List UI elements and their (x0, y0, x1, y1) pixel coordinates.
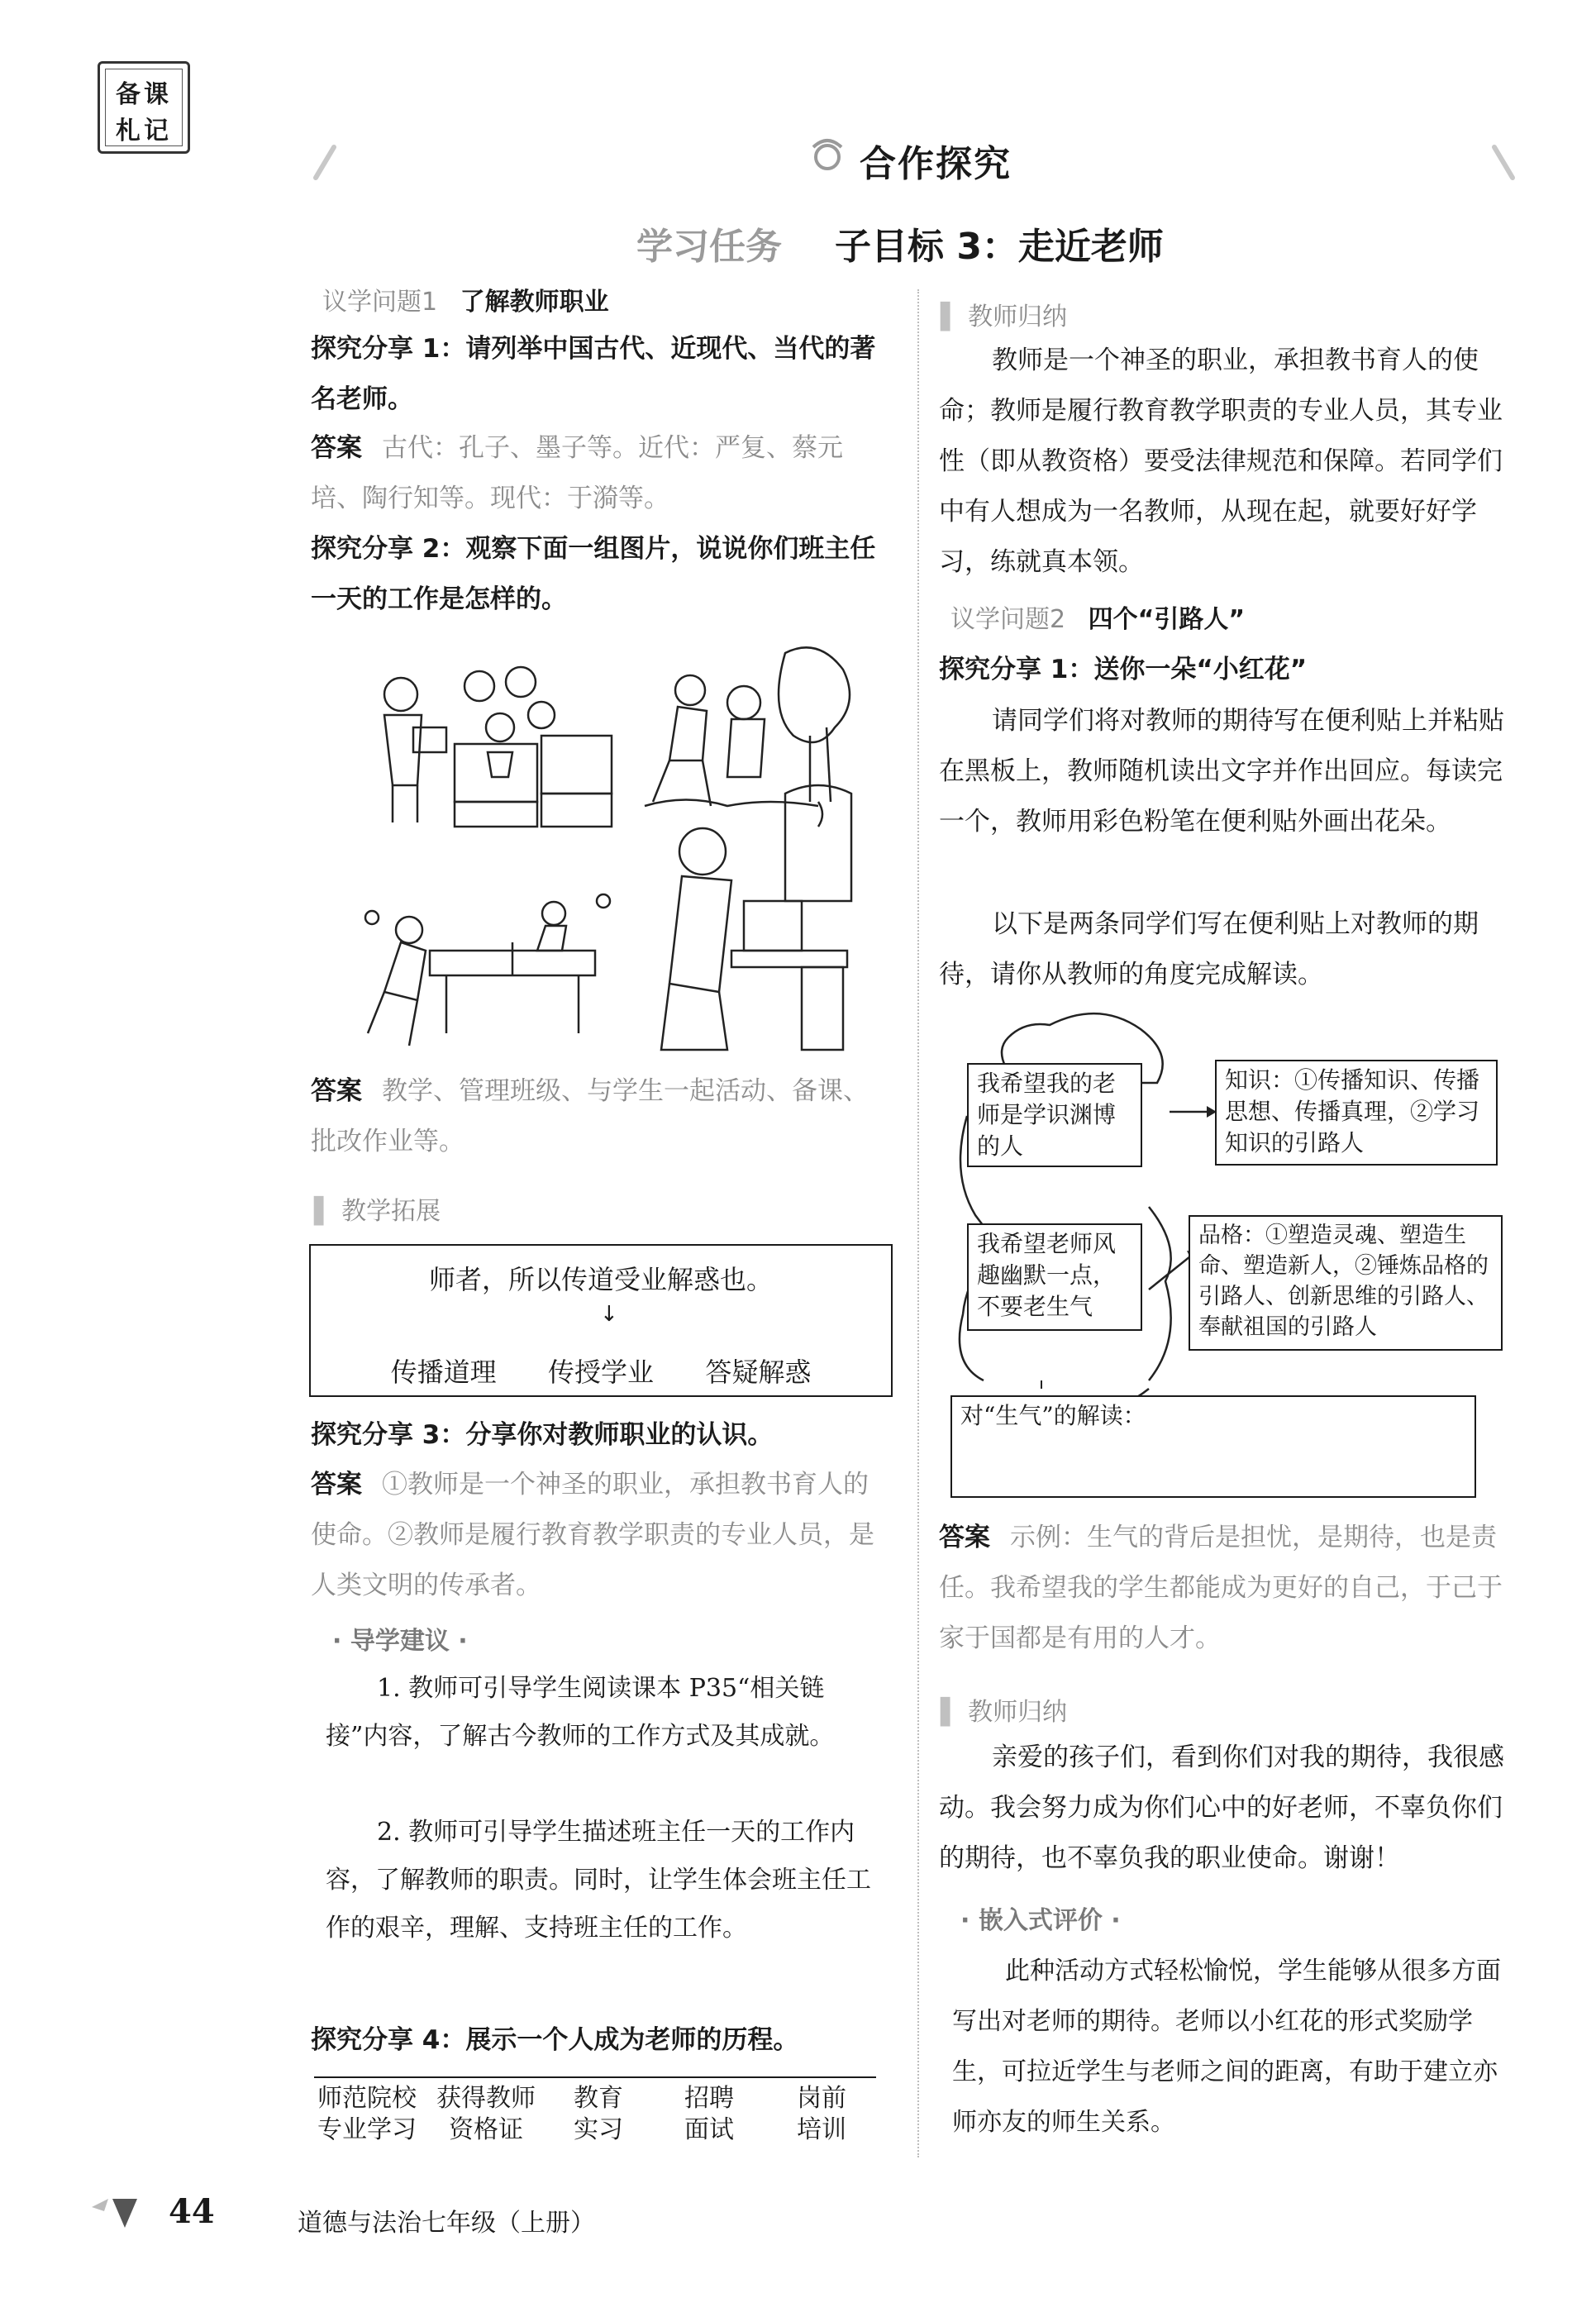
timeline-axis (314, 2076, 876, 2078)
answer-tag-3: 答案 (311, 1470, 362, 1499)
expand-label-text: 教学拓展 (341, 1197, 441, 1226)
stamp-line1: 备课 (116, 80, 172, 109)
guide-label: · 导学建议 · (332, 1627, 468, 1656)
box-interpret: 对“生气”的解读： (950, 1395, 1476, 1498)
header-decoration-left (307, 141, 341, 182)
timeline-step-1 (317, 2083, 417, 2146)
left-share2-answer-text: 教学、管理班级、与学生一起活动、备课、批改作业等。 (311, 1076, 869, 1156)
flower-note-2: 我希望老师风趣幽默一点，不要老生气 (967, 1223, 1142, 1331)
right-q2-title: 四个“引路人” (1088, 605, 1246, 634)
timeline-step-3 (574, 2083, 623, 2146)
expand-item-2: 传授学业 (547, 1356, 654, 1388)
right-share1-p1: 请同学们将对教师的期待写在便利贴上并粘贴在黑板上，教师随机读出文字并作出回应。每读完一个，教师用彩色粉笔在便利贴外画出花朵。 (939, 706, 1504, 837)
timeline-step-2-top: 获得教师 (436, 2084, 536, 2113)
expand-item-1: 传播道理 (390, 1356, 497, 1388)
left-q1-label: 议学问题1 (322, 288, 438, 317)
right-question-label (950, 598, 1245, 635)
timeline-step-3-top: 教育 (574, 2084, 623, 2113)
left-share2-answer (311, 1066, 889, 1167)
left-share4-question: 探究分享 4：展示一个人成为老师的历程。 (311, 2025, 799, 2055)
expand-label: ▌ 教学拓展 (314, 1197, 441, 1226)
expand-quote: 师者，所以传道受业解惑也。 (428, 1264, 773, 1295)
sum1-label-text: 教师归纳 (968, 303, 1068, 331)
expand-item-3: 答疑解惑 (705, 1356, 812, 1388)
left-share3-answer-text: ①教师是一个神圣的职业，承担教书育人的使命。②教师是履行教育教学职责的专业人员，是人类文明的传承者。 (311, 1470, 874, 1600)
expand-arrow: ↓ (600, 1302, 618, 1327)
flower-note-1: 我希望我的老师是学识渊博的人 (967, 1063, 1142, 1167)
swirl-icon (807, 132, 848, 174)
left-share1-answer-text: 古代：孔子、墨子等。近代：严复、蔡元培、陶行知等。现代：于漪等。 (311, 433, 843, 513)
timeline-step-2 (436, 2083, 536, 2146)
left-share3-answer (311, 1460, 889, 1611)
career-timeline (314, 2076, 884, 2159)
sum1-label: ▌ 教师归纳 (941, 303, 1068, 331)
eval-label: · 嵌入式评价 · (960, 1906, 1121, 1935)
left-q1-title: 了解教师职业 (460, 288, 609, 317)
left-share3-question: 探究分享 3：分享你对教师职业的认识。 (311, 1420, 774, 1450)
stamp-line2: 札记 (116, 117, 172, 145)
guide-item-2: 2. 教师可引导学生描述班主任一天的工作内容，了解教师的职责。同时，让学生体会班主任工作的艰辛，理解、支持班主任的工作。 (326, 1818, 871, 1943)
left-question-label (322, 281, 609, 317)
page-number: 44 (169, 2192, 215, 2231)
task-title (636, 217, 1164, 269)
task-title-main: 子目标 3：走近老师 (835, 226, 1164, 268)
teacher-day-illustrations (355, 636, 860, 1058)
sum2-label-text: 教师归纳 (968, 1698, 1068, 1727)
timeline-step-5 (797, 2083, 846, 2146)
guide-item-1: 1. 教师可引导学生阅读课本 P35“相关链接”内容，了解古今教师的工作方式及其成就。 (326, 1674, 835, 1751)
timeline-step-4-top: 招聘 (684, 2084, 734, 2113)
eval-text: 此种活动方式轻松愉悦，学生能够从很多方面写出对老师的期待。老师以小红花的形式奖励学生，可拉近学生与老师之间的距离，有助于建立亦师亦友的师生关系。 (952, 1957, 1501, 2137)
answer-tag-4: 答案 (939, 1523, 990, 1552)
timeline-step-3-bottom: 实习 (574, 2115, 623, 2144)
timeline-step-5-top: 岗前 (797, 2084, 846, 2113)
footer-decoration-icon (88, 2191, 145, 2232)
right-share1-answer-text: 示例：生气的背后是担忧，是期待，也是责任。我希望我的学生都能成为更好的自己，于己于家于国都是有用的人才。 (939, 1523, 1503, 1653)
right-q2-label: 议学问题2 (950, 605, 1066, 634)
sum2-text: 亲爱的孩子们，看到你们对我的期待，我很感动。我会努力成为你们心中的好老师，不辜负你们的期待，也不辜负我的职业使命。谢谢！ (939, 1743, 1504, 1873)
section-title: 合作探究 (860, 143, 1012, 185)
expand-box (309, 1244, 893, 1397)
task-title-prefix: 学习任务 (636, 226, 782, 268)
book-title: 道德与法治七年级（上册） (298, 2209, 595, 2238)
answer-tag: 答案 (311, 433, 362, 463)
right-share1-p2: 以下是两条同学们写在便利贴上对教师的期待，请你从教师的角度完成解读。 (939, 909, 1479, 989)
timeline-step-4 (684, 2083, 734, 2146)
header-decoration-right (1488, 141, 1521, 182)
timeline-step-4-bottom: 面试 (684, 2115, 734, 2144)
column-divider (917, 289, 919, 2157)
corner-stamp (98, 61, 190, 154)
sum2-label: ▌ 教师归纳 (941, 1698, 1068, 1727)
box-knowledge: 知识：①传播知识、传播思想、传播真理，②学习知识的引路人 (1215, 1060, 1498, 1166)
timeline-step-5-bottom: 培训 (797, 2115, 846, 2144)
timeline-step-1-top: 师范院校 (317, 2084, 417, 2113)
left-share1-question: 探究分享 1：请列举中国古代、近现代、当代的著名老师。 (311, 334, 876, 414)
box-character: 品格：①塑造灵魂、塑造生命、塑造新人，②锤炼品格的引路人、创新思维的引路人、奉献祖国的引路人 (1189, 1215, 1503, 1351)
right-share1-question: 探究分享 1：送你一朵“小红花” (939, 655, 1308, 684)
left-share2-question: 探究分享 2：观察下面一组图片，说说你们班主任一天的工作是怎样的。 (311, 534, 876, 614)
right-share1-answer (939, 1513, 1517, 1664)
left-share1-answer (311, 423, 889, 524)
timeline-step-2-bottom: 资格证 (449, 2115, 523, 2144)
expand-items (311, 1352, 891, 1390)
sum1-text: 教师是一个神圣的职业，承担教书育人的使命；教师是履行教育教学职责的专业人员，其专业性（即从教资格）要受法律规范和保障。若同学们中有人想成为一名教师，从现在起，就要好好学习，练就真本领。 (939, 346, 1503, 577)
timeline-step-1-bottom: 专业学习 (317, 2115, 417, 2144)
answer-tag-2: 答案 (311, 1076, 362, 1106)
